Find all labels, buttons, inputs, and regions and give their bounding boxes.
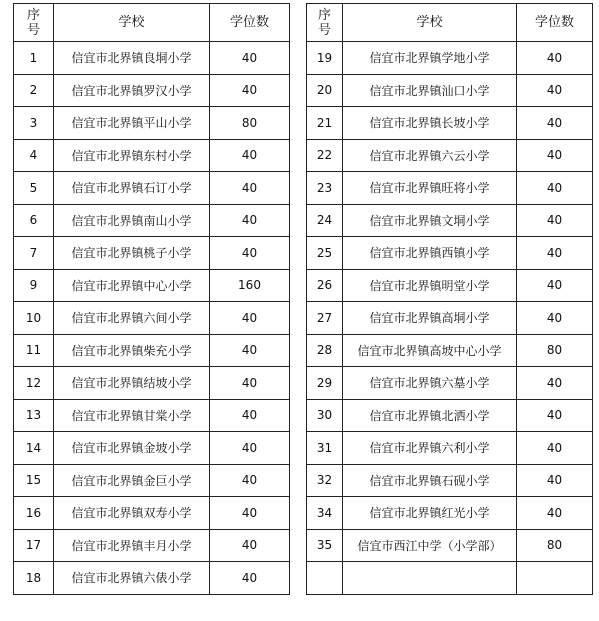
- header-seq: [307, 4, 343, 42]
- header-seq-top: 序: [317, 7, 331, 23]
- cell-school: 信宜市北界镇高坡中心小学: [343, 334, 517, 367]
- cell-seats: 40: [517, 399, 593, 432]
- cell-school: 信宜市北界镇六俵小学: [54, 562, 210, 595]
- table-row: [14, 204, 290, 237]
- cell-number: 2: [14, 74, 54, 107]
- cell-seats: 40: [517, 302, 593, 335]
- cell-seats: 40: [210, 172, 290, 205]
- table-row: [14, 497, 290, 530]
- cell-number: 16: [14, 497, 54, 530]
- table-row: [14, 139, 290, 172]
- table-row: [307, 529, 593, 562]
- cell-school: 信宜市北界镇金坡小学: [54, 432, 210, 465]
- cell-seats: 40: [210, 399, 290, 432]
- cell-school: 信宜市北界镇石订小学: [54, 172, 210, 205]
- left-school-table: [13, 3, 290, 595]
- cell-school: 信宜市北界镇丰月小学: [54, 529, 210, 562]
- cell-school: 信宜市北界镇平山小学: [54, 107, 210, 140]
- table-row: [307, 562, 593, 595]
- table-row: [307, 399, 593, 432]
- cell-school: 信宜市北界镇金巨小学: [54, 464, 210, 497]
- cell-seats: 80: [517, 334, 593, 367]
- cell-seats: 40: [210, 42, 290, 75]
- cell-seats: 40: [517, 464, 593, 497]
- cell-school: 信宜市北界镇南山小学: [54, 204, 210, 237]
- cell-school: 信宜市西江中学（小学部）: [343, 529, 517, 562]
- cell-seats: 40: [517, 432, 593, 465]
- cell-school: 信宜市北界镇甘棠小学: [54, 399, 210, 432]
- cell-school: 信宜市北界镇罗汉小学: [54, 74, 210, 107]
- cell-number: 21: [307, 107, 343, 140]
- table-row: [307, 269, 593, 302]
- table-row: [307, 204, 593, 237]
- table-row: [14, 172, 290, 205]
- header-seats: 学位数: [517, 4, 593, 42]
- cell-school: [343, 562, 517, 595]
- cell-school: 信宜市北界镇北洒小学: [343, 399, 517, 432]
- cell-seats: 40: [210, 204, 290, 237]
- cell-number: 29: [307, 367, 343, 400]
- table-row: [14, 107, 290, 140]
- table-row: [307, 139, 593, 172]
- cell-seats: 40: [517, 367, 593, 400]
- cell-seats: 40: [210, 367, 290, 400]
- cell-seats: 40: [210, 74, 290, 107]
- cell-school: 信宜市北界镇六间小学: [54, 302, 210, 335]
- table-row: [14, 42, 290, 75]
- table-row: [307, 237, 593, 270]
- cell-number: 30: [307, 399, 343, 432]
- cell-seats: 40: [210, 562, 290, 595]
- table-row: [14, 529, 290, 562]
- cell-seats: 40: [517, 204, 593, 237]
- cell-number: 10: [14, 302, 54, 335]
- cell-seats: 40: [517, 74, 593, 107]
- cell-school: 信宜市北界镇结坡小学: [54, 367, 210, 400]
- cell-seats: 40: [210, 464, 290, 497]
- cell-number: 20: [307, 74, 343, 107]
- cell-seats: 40: [210, 529, 290, 562]
- cell-school: 信宜市北界镇红光小学: [343, 497, 517, 530]
- header-seq-bottom: 号: [26, 22, 40, 38]
- table-row: [307, 497, 593, 530]
- cell-school: 信宜市北界镇高垌小学: [343, 302, 517, 335]
- table-row: [14, 74, 290, 107]
- table-header-row: [14, 4, 290, 42]
- header-seats: 学位数: [210, 4, 290, 42]
- table-row: [14, 269, 290, 302]
- cell-school: 信宜市北界镇明堂小学: [343, 269, 517, 302]
- cell-number: 14: [14, 432, 54, 465]
- table-row: [307, 432, 593, 465]
- cell-seats: 40: [517, 139, 593, 172]
- cell-number: 7: [14, 237, 54, 270]
- cell-seats: 80: [517, 529, 593, 562]
- header-seq-bottom: 号: [317, 22, 331, 38]
- cell-number: 31: [307, 432, 343, 465]
- cell-school: 信宜市北界镇六云小学: [343, 139, 517, 172]
- cell-seats: 40: [210, 302, 290, 335]
- cell-school: 信宜市北界镇东村小学: [54, 139, 210, 172]
- cell-seats: [517, 562, 593, 595]
- cell-school: 信宜市北界镇桃子小学: [54, 237, 210, 270]
- cell-seats: 40: [210, 334, 290, 367]
- cell-number: 27: [307, 302, 343, 335]
- table-row: [307, 464, 593, 497]
- table-row: [307, 74, 593, 107]
- table-row: [14, 334, 290, 367]
- cell-school: 信宜市北界镇学地小学: [343, 42, 517, 75]
- cell-seats: 40: [517, 42, 593, 75]
- header-seq: [14, 4, 54, 42]
- cell-seats: 40: [517, 269, 593, 302]
- table-row: [307, 107, 593, 140]
- table-header-row: [307, 4, 593, 42]
- cell-number: 26: [307, 269, 343, 302]
- cell-number: 11: [14, 334, 54, 367]
- cell-seats: 40: [517, 172, 593, 205]
- cell-school: 信宜市北界镇汕口小学: [343, 74, 517, 107]
- table-row: [307, 334, 593, 367]
- cell-number: 22: [307, 139, 343, 172]
- cell-school: 信宜市北界镇文垌小学: [343, 204, 517, 237]
- cell-seats: 160: [210, 269, 290, 302]
- cell-number: 17: [14, 529, 54, 562]
- cell-seats: 40: [517, 497, 593, 530]
- cell-seats: 40: [210, 237, 290, 270]
- cell-seats: 80: [210, 107, 290, 140]
- cell-seats: 40: [210, 497, 290, 530]
- cell-school: 信宜市北界镇良垌小学: [54, 42, 210, 75]
- cell-seats: 40: [210, 432, 290, 465]
- cell-school: 信宜市北界镇石砚小学: [343, 464, 517, 497]
- cell-seats: 40: [517, 107, 593, 140]
- cell-school: 信宜市北界镇柴充小学: [54, 334, 210, 367]
- cell-number: [307, 562, 343, 595]
- cell-number: 5: [14, 172, 54, 205]
- cell-number: 35: [307, 529, 343, 562]
- header-school: 学校: [343, 4, 517, 42]
- cell-number: 28: [307, 334, 343, 367]
- cell-number: 32: [307, 464, 343, 497]
- cell-number: 12: [14, 367, 54, 400]
- table-row: [14, 367, 290, 400]
- cell-number: 6: [14, 204, 54, 237]
- table-row: [307, 42, 593, 75]
- table-row: [14, 399, 290, 432]
- cell-number: 1: [14, 42, 54, 75]
- cell-seats: 40: [210, 139, 290, 172]
- cell-number: 24: [307, 204, 343, 237]
- cell-number: 25: [307, 237, 343, 270]
- cell-school: 信宜市北界镇双寿小学: [54, 497, 210, 530]
- cell-number: 23: [307, 172, 343, 205]
- cell-school: 信宜市北界镇六墓小学: [343, 367, 517, 400]
- table-row: [14, 237, 290, 270]
- cell-number: 4: [14, 139, 54, 172]
- cell-school: 信宜市北界镇西镇小学: [343, 237, 517, 270]
- table-row: [14, 562, 290, 595]
- cell-school: 信宜市北界镇中心小学: [54, 269, 210, 302]
- cell-number: 19: [307, 42, 343, 75]
- table-row: [307, 172, 593, 205]
- table-row: [307, 302, 593, 335]
- cell-number: 3: [14, 107, 54, 140]
- header-seq-top: 序: [26, 7, 40, 23]
- cell-seats: 40: [517, 237, 593, 270]
- cell-number: 34: [307, 497, 343, 530]
- cell-number: 13: [14, 399, 54, 432]
- table-row: [14, 464, 290, 497]
- cell-school: 信宜市北界镇六利小学: [343, 432, 517, 465]
- table-row: [14, 302, 290, 335]
- cell-school: 信宜市北界镇长坡小学: [343, 107, 517, 140]
- header-school: 学校: [54, 4, 210, 42]
- cell-number: 9: [14, 269, 54, 302]
- table-row: [14, 432, 290, 465]
- cell-number: 15: [14, 464, 54, 497]
- cell-number: 18: [14, 562, 54, 595]
- table-row: [307, 367, 593, 400]
- right-school-table: [306, 3, 593, 595]
- cell-school: 信宜市北界镇旺将小学: [343, 172, 517, 205]
